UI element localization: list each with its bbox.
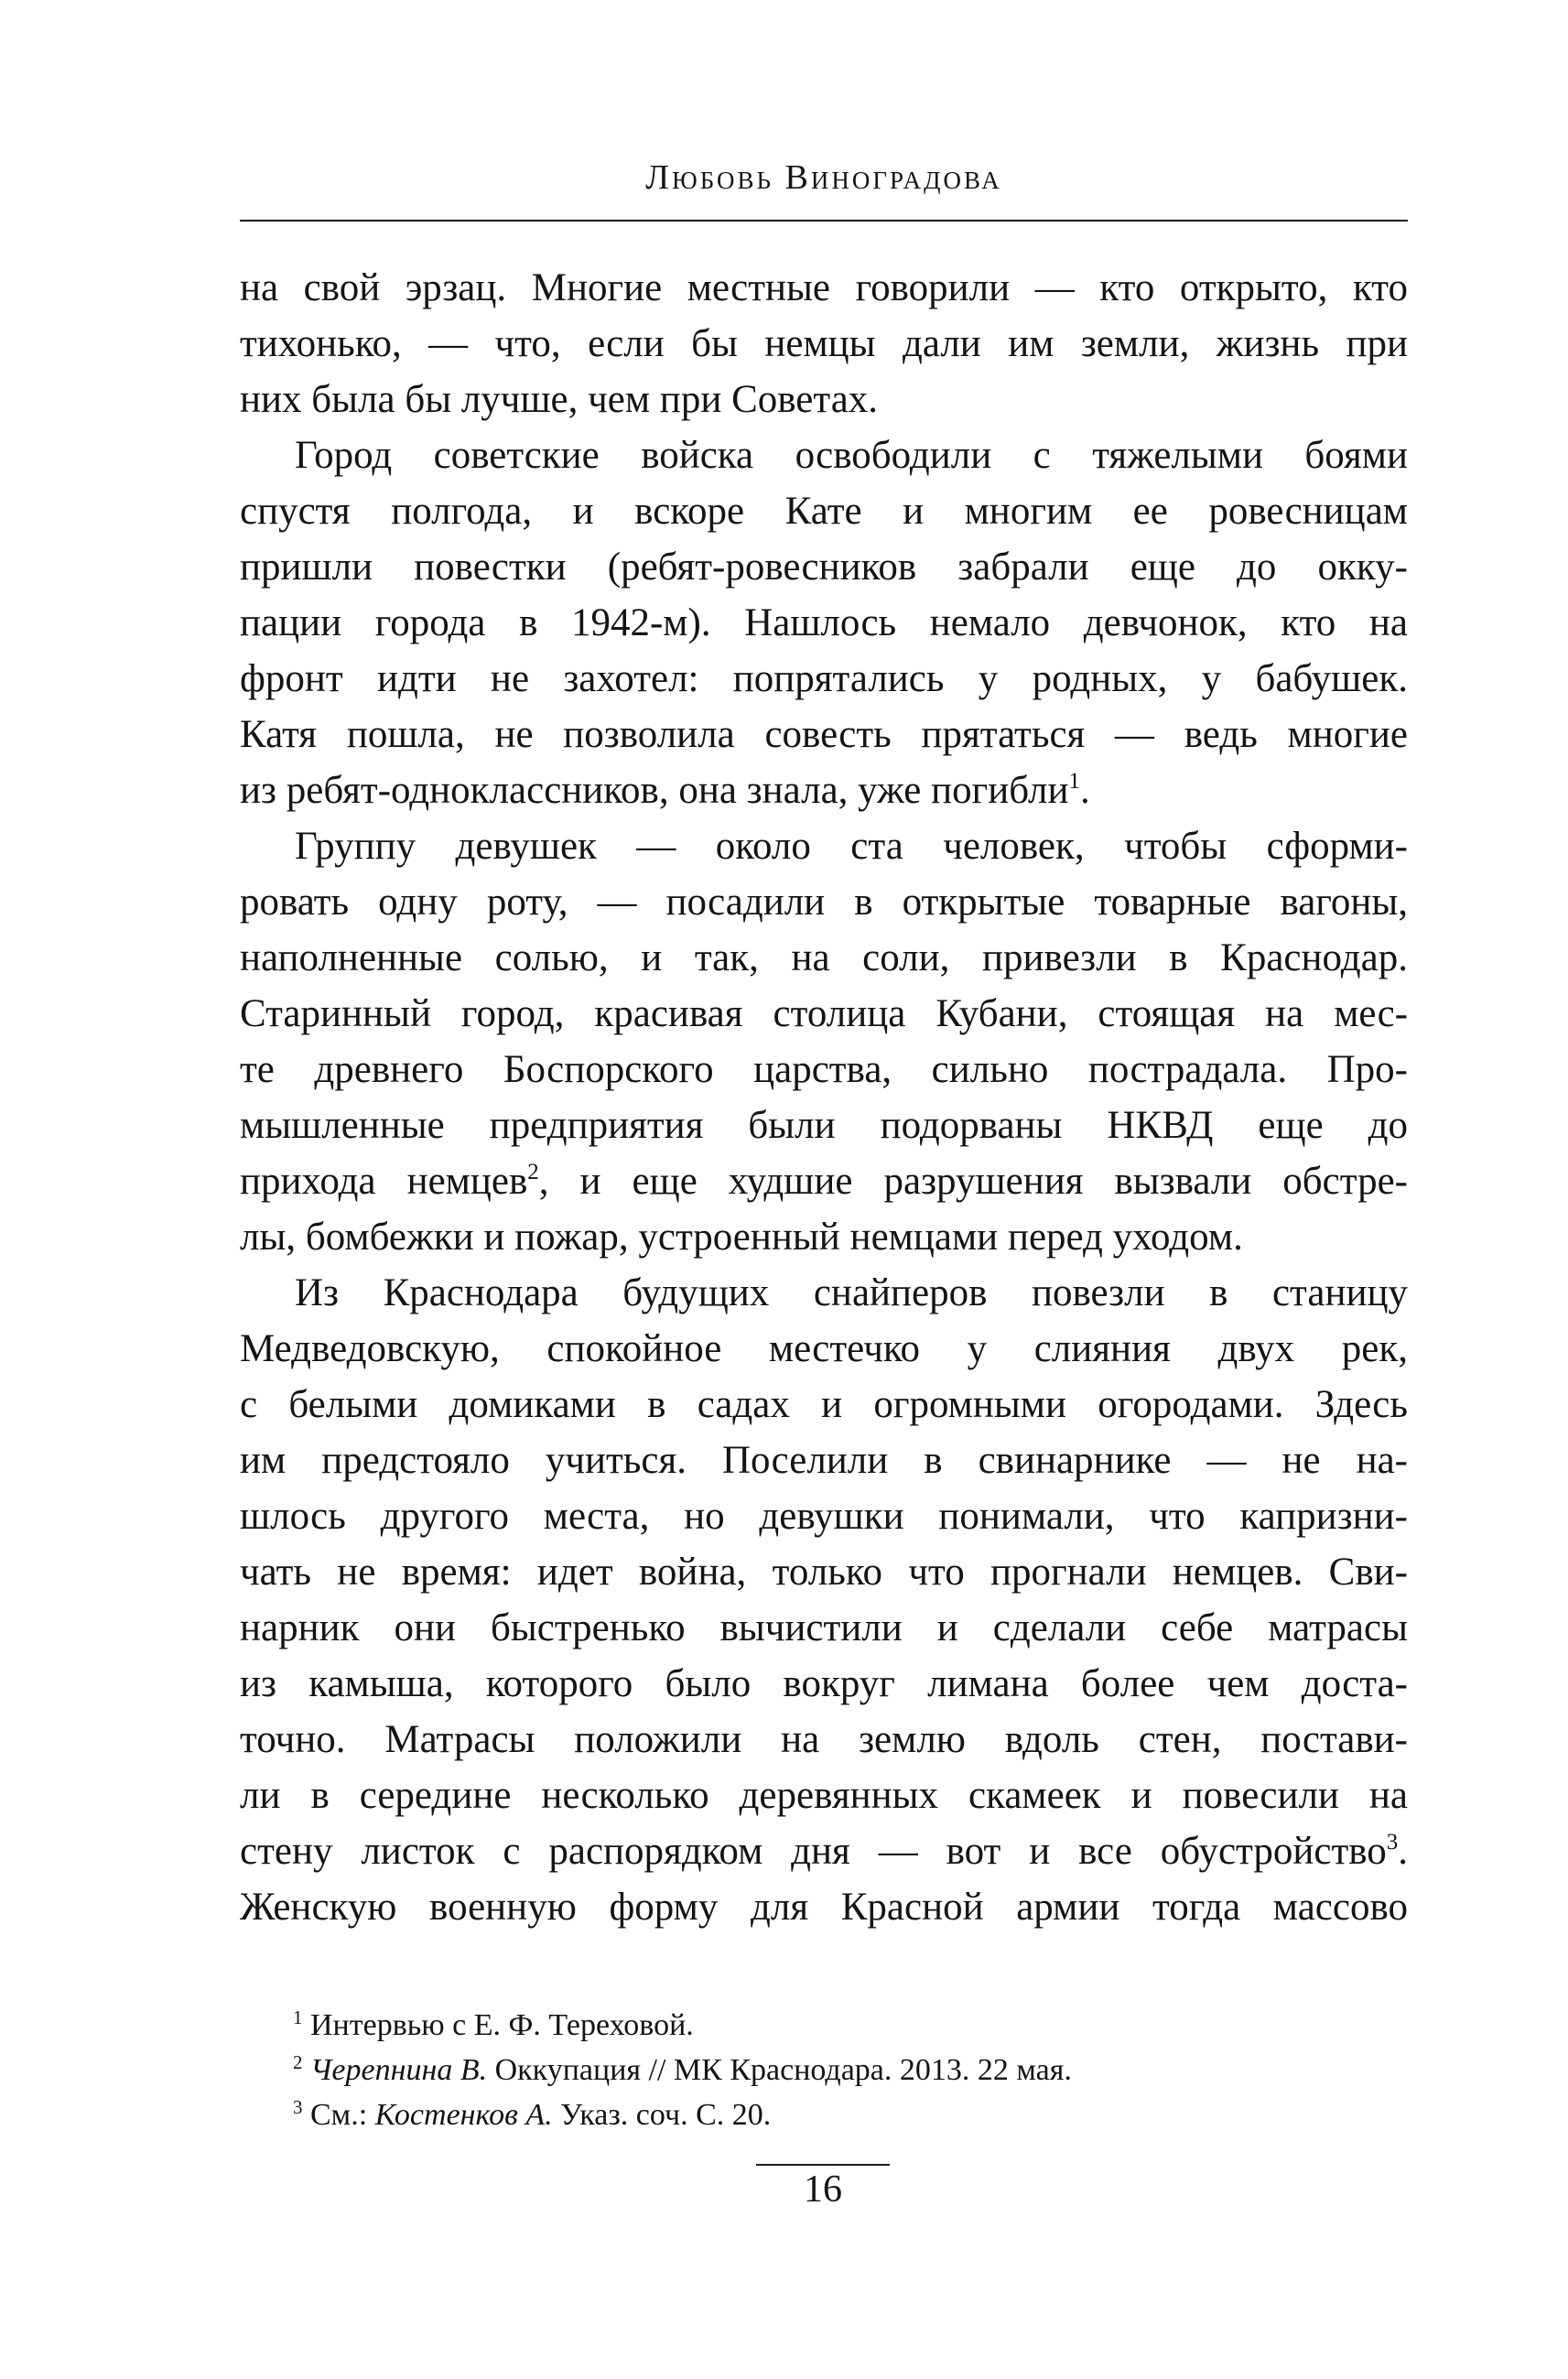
footnote-ref-1: 1: [1068, 769, 1081, 794]
text-line: точно. Матрасы положили на землю вдоль стен, постави-: [240, 1718, 1408, 1761]
footnote-number: 3: [293, 2096, 303, 2118]
text-line: ровать одну роту, — посадили в открытые товарные вагоны,: [240, 881, 1408, 924]
text-line: им предстояло учиться. Поселили в свинарнике — не на-: [240, 1439, 1408, 1482]
text-line: с белыми домиками в садах и огромными огородами. Здесь: [240, 1383, 1408, 1426]
text-line: [240, 1153, 1408, 1209]
footnote-2: [240, 2048, 1408, 2092]
footnote-author: Черепнина В.: [310, 2053, 488, 2087]
footnote-text: Указ. соч. С. 20.: [552, 2098, 772, 2132]
page-number-rule: [756, 2164, 890, 2166]
footnote-ref-3: 3: [1386, 1830, 1399, 1855]
text-line: наполненные солью, и так, на соли, привезли в Краснодар.: [240, 936, 1408, 979]
text-line: спустя полгода, и вскоре Кате и многим ее ровесницам: [240, 490, 1408, 533]
text-fragment: стену листок с распорядком дня — вот и все обустройство: [240, 1830, 1387, 1873]
text-line: Медведовскую, спокойное местечко у слияния двух рек,: [240, 1327, 1408, 1370]
text-line: те древнего Боспорского царства, сильно пострадала. Про-: [240, 1048, 1408, 1091]
text-line: на свой эрзац. Многие местные говорили — кто открыто, кто: [240, 266, 1408, 309]
text-line: лы, бомбежки и пожар, устроенный немцами перед уходом.: [240, 1216, 1243, 1259]
text-line: Из Краснодара будущих снайперов повезли в станицу: [295, 1271, 1408, 1314]
text-line: пации города в 1942-м). Нашлось немало девчонок, кто на: [240, 601, 1408, 644]
text-line: из камыша, которого было вокруг лимана более чем доста-: [240, 1662, 1408, 1705]
text-line: Город советские войска освободили с тяжелыми боями: [295, 434, 1408, 477]
text-line: шлось другого места, но девушки понимали, что капризни-: [240, 1495, 1408, 1538]
text-fragment: .: [1398, 1830, 1408, 1873]
text-fragment: из ребят-одноклассников, она знала, уже погибли: [240, 769, 1069, 812]
text-line: тихонько, — что, если бы немцы дали им земли, жизнь при: [240, 322, 1408, 365]
header-rule: [240, 220, 1408, 222]
text-line: [240, 762, 1408, 818]
text-line: фронт идти не захотел: попрятались у родных, у бабушек.: [240, 657, 1408, 700]
text-line: Группу девушек — около ста человек, чтобы сформи-: [295, 825, 1408, 868]
footnote-text: Оккупация // МК Краснодара. 2013. 22 мая.: [487, 2053, 1072, 2087]
body-text: [240, 260, 1408, 1935]
text-fragment: .: [1080, 769, 1090, 812]
text-line: пришли повестки (ребят-ровесников забрали еще до окку-: [240, 546, 1408, 589]
text-line: [240, 1823, 1408, 1879]
footnote-number: 1: [293, 2006, 303, 2028]
text-line: ли в середине несколько деревянных скамеек и повесили на: [240, 1774, 1408, 1817]
text-line: Катя пошла, не позволила совесть прятаться — ведь многие: [240, 713, 1408, 756]
text-line: мышленные предприятия были подорваны НКВД еще до: [240, 1104, 1408, 1147]
page-number: 16: [804, 2168, 842, 2211]
text-line: нарник они быстренько вычистили и сделали себе матрасы: [240, 1606, 1408, 1649]
text-line: Старинный город, красивая столица Кубани, стоящая на мес-: [240, 992, 1408, 1035]
footnote-text: Интервью с Е. Ф. Тереховой.: [310, 2008, 694, 2042]
text-line: них была бы лучше, чем при Советах.: [240, 378, 879, 421]
footnote-ref-2: 2: [527, 1160, 539, 1184]
footnotes: [240, 2003, 1408, 2137]
footnote-1: [240, 2003, 1408, 2048]
footnote-number: 2: [293, 2051, 303, 2073]
footnote-prefix: См.:: [310, 2098, 375, 2132]
footnote-author: Костенков А.: [374, 2098, 553, 2132]
text-line: чать не время: идет война, только что прогнали немцев. Сви-: [240, 1551, 1408, 1594]
footnote-3: [240, 2092, 1408, 2137]
text-line: Женскую военную форму для Красной армии тогда массово: [240, 1886, 1408, 1929]
running-header: Любовь Виноградова: [645, 158, 1002, 197]
text-fragment: прихода немцев: [240, 1160, 528, 1203]
text-fragment: , и еще худшие разрушения вызвали обстре-: [538, 1160, 1408, 1203]
